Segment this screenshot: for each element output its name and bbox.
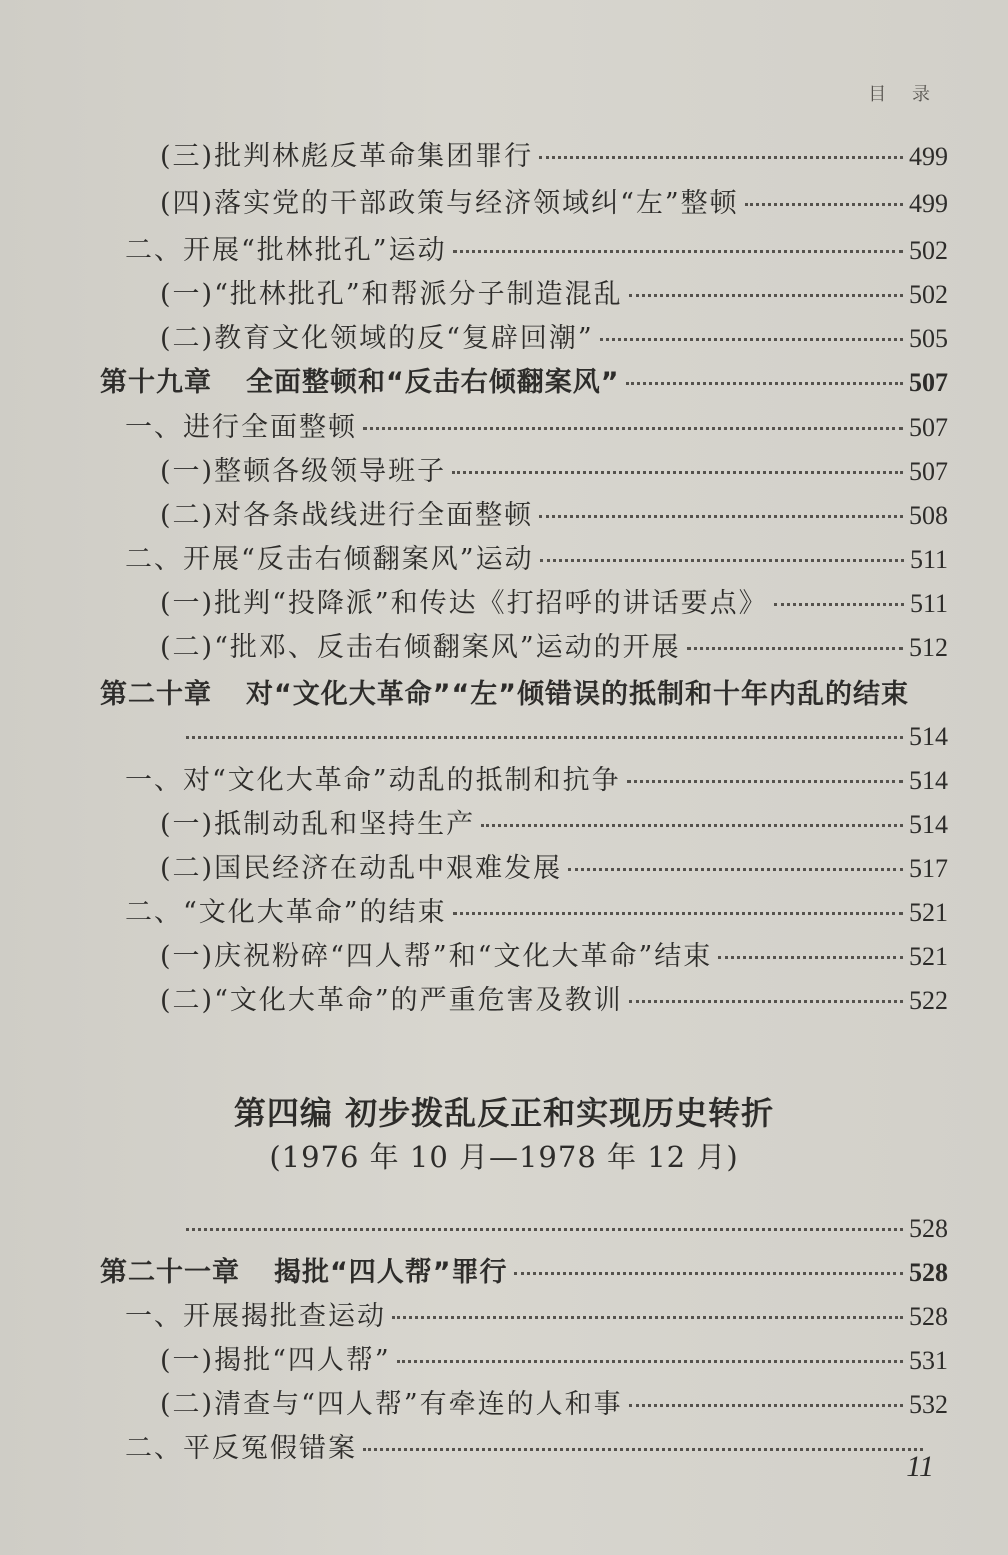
toc-entry: (一)批判“投降派”和传达《打招呼的讲话要点》 511 <box>160 588 948 619</box>
leader-dots <box>568 868 903 871</box>
toc-entry: 二、开展“反击右倾翻案风”运动 511 <box>125 544 948 575</box>
leader-dots <box>186 1228 903 1231</box>
toc-entry: (一)“批林批孔”和帮派分子制造混乱 502 <box>160 279 948 310</box>
leader-dots <box>774 603 904 606</box>
toc-chapter-entry: 第十九章 全面整顿和“反击右倾翻案风” 507 <box>100 367 948 398</box>
toc-entry: 一、开展揭批查运动 528 <box>125 1301 948 1332</box>
leader-dots <box>514 1272 904 1275</box>
leader-dots <box>392 1316 903 1319</box>
leader-dots <box>539 156 903 159</box>
toc-entry-continuation: 514 <box>0 720 948 754</box>
leader-dots <box>363 427 903 430</box>
leader-dots <box>540 559 904 562</box>
toc-entry: (二)“文化大革命”的严重危害及教训 522 <box>160 985 948 1016</box>
leader-dots <box>600 338 903 341</box>
leader-dots <box>453 250 903 253</box>
toc-entry: 二、平反冤假错案 <box>0 1432 948 1466</box>
leader-dots <box>397 1360 903 1363</box>
toc-entry: 一、进行全面整顿 507 <box>125 412 948 443</box>
leader-dots <box>626 382 904 385</box>
leader-dots <box>629 1000 903 1003</box>
toc-part-entry: 528 <box>0 1212 948 1246</box>
toc-entry: (一)揭批“四人帮” 531 <box>160 1345 948 1376</box>
leader-dots <box>363 1448 923 1451</box>
toc-entry: (二)清查与“四人帮”有牵连的人和事 532 <box>160 1389 948 1420</box>
leader-dots <box>452 471 903 474</box>
toc-entry: (二)教育文化领域的反“复辟回潮” 505 <box>160 323 948 354</box>
running-header: 目 录 <box>868 84 940 105</box>
page-number: 11 <box>906 1450 934 1483</box>
leader-dots <box>629 294 903 297</box>
leader-dots <box>629 1404 903 1407</box>
toc-entry: (一)庆祝粉碎“四人帮”和“文化大革命”结束 521 <box>160 941 948 972</box>
leader-dots <box>745 203 903 206</box>
part-title: 第四编 初步拨乱反正和实现历史转折 <box>233 1094 775 1132</box>
toc-entry: (一)整顿各级领导班子 507 <box>160 456 948 487</box>
toc-entry: 一、对“文化大革命”动乱的抵制和抗争 514 <box>125 765 948 796</box>
leader-dots <box>687 647 903 650</box>
leader-dots <box>539 515 903 518</box>
leader-dots <box>481 824 903 827</box>
toc-entry: (三)批判林彪反革命集团罪行 499 <box>160 141 948 172</box>
leader-dots <box>718 956 903 959</box>
toc-entry: (二)国民经济在动乱中艰难发展 517 <box>160 853 948 884</box>
toc-entry: 二、“文化大革命”的结束 521 <box>125 897 948 928</box>
leader-dots <box>453 912 903 915</box>
toc-entry: (四)落实党的干部政策与经济领域纠“左”整顿 499 <box>160 188 948 219</box>
toc-chapter-title: 第二十章 对“文化大革命”“左”倾错误的抵制和十年内乱的结束 <box>100 679 909 710</box>
toc-entry: (二)“批邓、反击右倾翻案风”运动的开展 512 <box>160 632 948 663</box>
toc-entry: (一)抵制动乱和坚持生产 514 <box>160 809 948 840</box>
toc-chapter-entry: 第二十一章 揭批“四人帮”罪行 528 <box>100 1257 948 1288</box>
leader-dots <box>186 736 903 739</box>
leader-dots <box>627 780 903 783</box>
part-date-range: (1976 年 10 月—1978 年 12 月) <box>269 1140 739 1174</box>
toc-entry: (二)对各条战线进行全面整顿 508 <box>160 500 948 531</box>
toc-entry: 二、开展“批林批孔”运动 502 <box>125 235 948 266</box>
